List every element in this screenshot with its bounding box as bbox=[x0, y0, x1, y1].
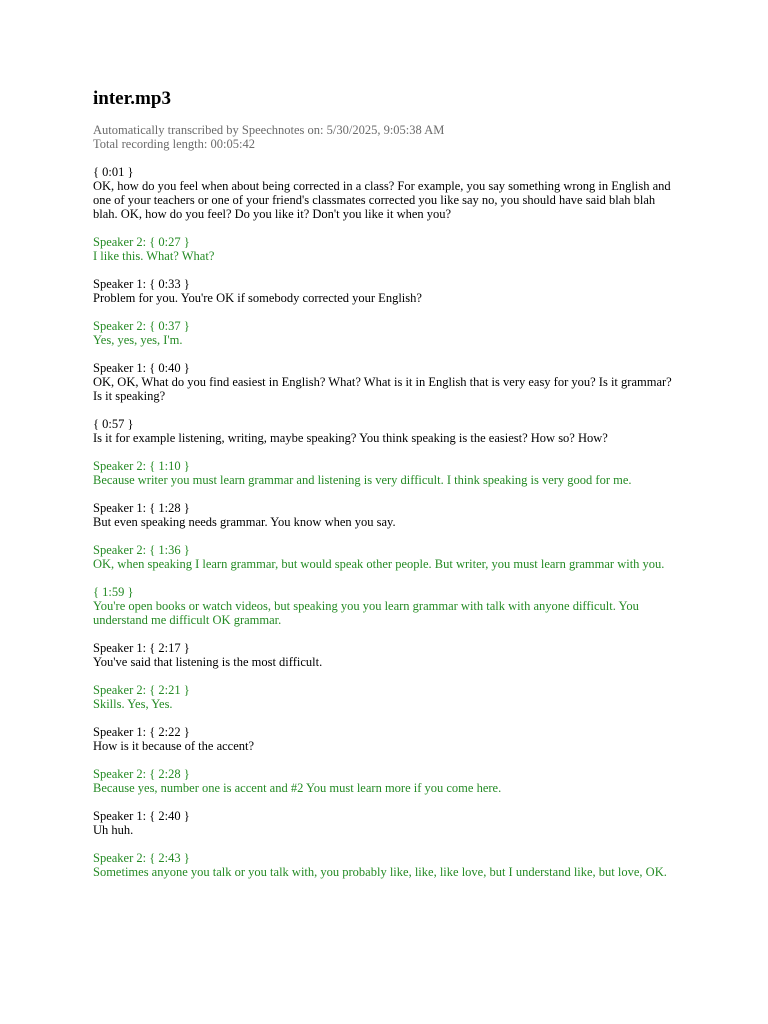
transcript-entry bbox=[93, 277, 672, 305]
entry-text: Problem for you. You're OK if somebody corrected your English? bbox=[93, 291, 422, 305]
entry-timestamp: { 1:59 } bbox=[93, 585, 134, 599]
entry-text: You're open books or watch videos, but speaking you you learn grammar with talk with anyone difficult. You understand me difficult OK grammar. bbox=[93, 599, 639, 627]
entry-text: OK, how do you feel when about being corrected in a class? For example, you say something wrong in English and one of your teachers or one of your friend's classmates corrected you like say no, you should have said blah blah blah. OK, how do you feel? Do you like it? Don't you like it when you? bbox=[93, 179, 671, 221]
transcript-entry bbox=[93, 319, 672, 347]
entry-timestamp: Speaker 1: { 2:22 } bbox=[93, 725, 190, 739]
entry-timestamp: { 0:01 } bbox=[93, 165, 134, 179]
transcript-body bbox=[93, 165, 672, 879]
transcript-entry bbox=[93, 683, 672, 711]
transcript-entry bbox=[93, 543, 672, 571]
transcript-entry bbox=[93, 809, 672, 837]
transcript-entry bbox=[93, 417, 672, 445]
entry-timestamp: Speaker 2: { 2:21 } bbox=[93, 683, 190, 697]
transcription-info: Automatically transcribed by Speechnotes on: 5/30/2025, 9:05:38 AM bbox=[93, 123, 445, 137]
entry-text: But even speaking needs grammar. You know when you say. bbox=[93, 515, 396, 529]
transcript-entry bbox=[93, 641, 672, 669]
entry-timestamp: Speaker 2: { 0:27 } bbox=[93, 235, 190, 249]
transcript-entry bbox=[93, 165, 672, 221]
entry-timestamp: Speaker 1: { 2:17 } bbox=[93, 641, 190, 655]
entry-timestamp: Speaker 2: { 2:28 } bbox=[93, 767, 190, 781]
entry-text: OK, OK, What do you find easiest in English? What? What is it in English that is very easy for you? Is it grammar? Is it speaking? bbox=[93, 375, 672, 403]
entry-text: Because writer you must learn grammar and listening is very difficult. I think speaking is very good for me. bbox=[93, 473, 632, 487]
entry-timestamp: Speaker 1: { 0:40 } bbox=[93, 361, 190, 375]
entry-timestamp: Speaker 2: { 2:43 } bbox=[93, 851, 190, 865]
entry-timestamp: Speaker 1: { 0:33 } bbox=[93, 277, 190, 291]
transcript-entry bbox=[93, 767, 672, 795]
transcript-entry bbox=[93, 725, 672, 753]
transcript-entry bbox=[93, 585, 672, 627]
entry-timestamp: { 0:57 } bbox=[93, 417, 134, 431]
recording-length: Total recording length: 00:05:42 bbox=[93, 137, 255, 151]
transcript-entry bbox=[93, 851, 672, 879]
entry-timestamp: Speaker 1: { 2:40 } bbox=[93, 809, 190, 823]
entry-text: How is it because of the accent? bbox=[93, 739, 255, 753]
entry-text: OK, when speaking I learn grammar, but would speak other people. But writer, you must learn grammar with you. bbox=[93, 557, 665, 571]
entry-text: Skills. Yes, Yes. bbox=[93, 697, 173, 711]
entry-timestamp: Speaker 2: { 1:10 } bbox=[93, 459, 190, 473]
entry-text: You've said that listening is the most difficult. bbox=[93, 655, 323, 669]
entry-timestamp: Speaker 2: { 1:36 } bbox=[93, 543, 190, 557]
entry-text: Because yes, number one is accent and #2 You must learn more if you come here. bbox=[93, 781, 502, 795]
entry-timestamp: Speaker 1: { 1:28 } bbox=[93, 501, 190, 515]
document-title: inter.mp3 bbox=[93, 88, 171, 109]
entry-text: I like this. What? What? bbox=[93, 249, 215, 263]
transcript-entry bbox=[93, 235, 672, 263]
transcript-entry bbox=[93, 361, 672, 403]
entry-text: Sometimes anyone you talk or you talk with, you probably like, like, like love, but I understand like, but love, OK. bbox=[93, 865, 667, 879]
entry-timestamp: Speaker 2: { 0:37 } bbox=[93, 319, 190, 333]
entry-text: Yes, yes, yes, I'm. bbox=[93, 333, 183, 347]
entry-text: Uh huh. bbox=[93, 823, 134, 837]
transcript-metadata bbox=[93, 123, 672, 151]
transcript-entry bbox=[93, 459, 672, 487]
entry-text: Is it for example listening, writing, maybe speaking? You think speaking is the easiest? How so? How? bbox=[93, 431, 608, 445]
transcript-entry bbox=[93, 501, 672, 529]
